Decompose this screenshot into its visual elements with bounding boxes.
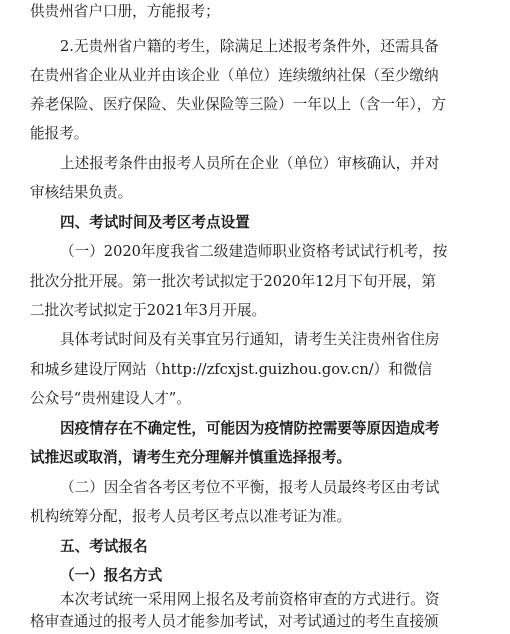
text-line-17: （二）因全省各考区考位不平衡，报考人员最终考区由考试: [60, 479, 440, 496]
section-heading-4: 四、考试时间及考区考点设置: [60, 214, 250, 231]
text-line-1: 供贵州省户口册，方能报考；: [30, 3, 220, 20]
text-line-2: 2.无贵州省户籍的考生，除满足上述报考条件外，还需具备: [60, 38, 439, 55]
text-line-6: 上述报考条件由报考人员所在企业（单位）审核确认，并对: [60, 155, 440, 172]
text-line-9: （一）2020年度我省二级建造师职业资格考试试行机考，按: [60, 243, 448, 260]
subsection-heading: （一）报名方式: [60, 567, 163, 584]
text-line-14: 公众号“贵州建设人才”。: [30, 390, 191, 407]
text-line-10: 批次分批开展。第一批次考试拟定于2020年12月下旬开展，第: [30, 273, 436, 290]
text-line-7: 审核结果负责。: [30, 184, 133, 201]
text-line-21: 本次考试统一采用网上报名及考前资格审查的方式进行。资: [60, 591, 440, 608]
bold-notice-line-2: 试推迟或取消，请考生充分理解并慎重选择报考。: [30, 449, 352, 466]
text-line-4: 养老保险、医疗保险、失业保险等三险）一年以上（含一年），方: [30, 96, 446, 113]
section-heading-5: 五、考试报名: [60, 538, 148, 555]
text-line-5: 能报考。: [30, 125, 89, 142]
bold-notice-line-1: 因疫情存在不确定性，可能因为疫情防控需要等原因造成考: [60, 420, 440, 437]
text-line-13: 和城乡建设厅网站（http://zfcxjst.guizhou.gov.cn/）和微信: [30, 361, 433, 378]
text-line-11: 二批次考试拟定于2021年3月开展。: [30, 302, 267, 319]
text-line-22: 格审查通过的报考人员才能参加考试，对考试通过的考生直接颁: [30, 613, 439, 630]
text-line-12: 具体考试时间及有关事宜另行通知，请考生关注贵州省住房: [60, 331, 440, 348]
text-line-18: 机构统筹分配，报考人员考区考点以准考证为准。: [30, 508, 352, 525]
text-line-3: 在贵州省企业从业并由该企业（单位）连续缴纳社保（至少缴纳: [30, 67, 439, 84]
